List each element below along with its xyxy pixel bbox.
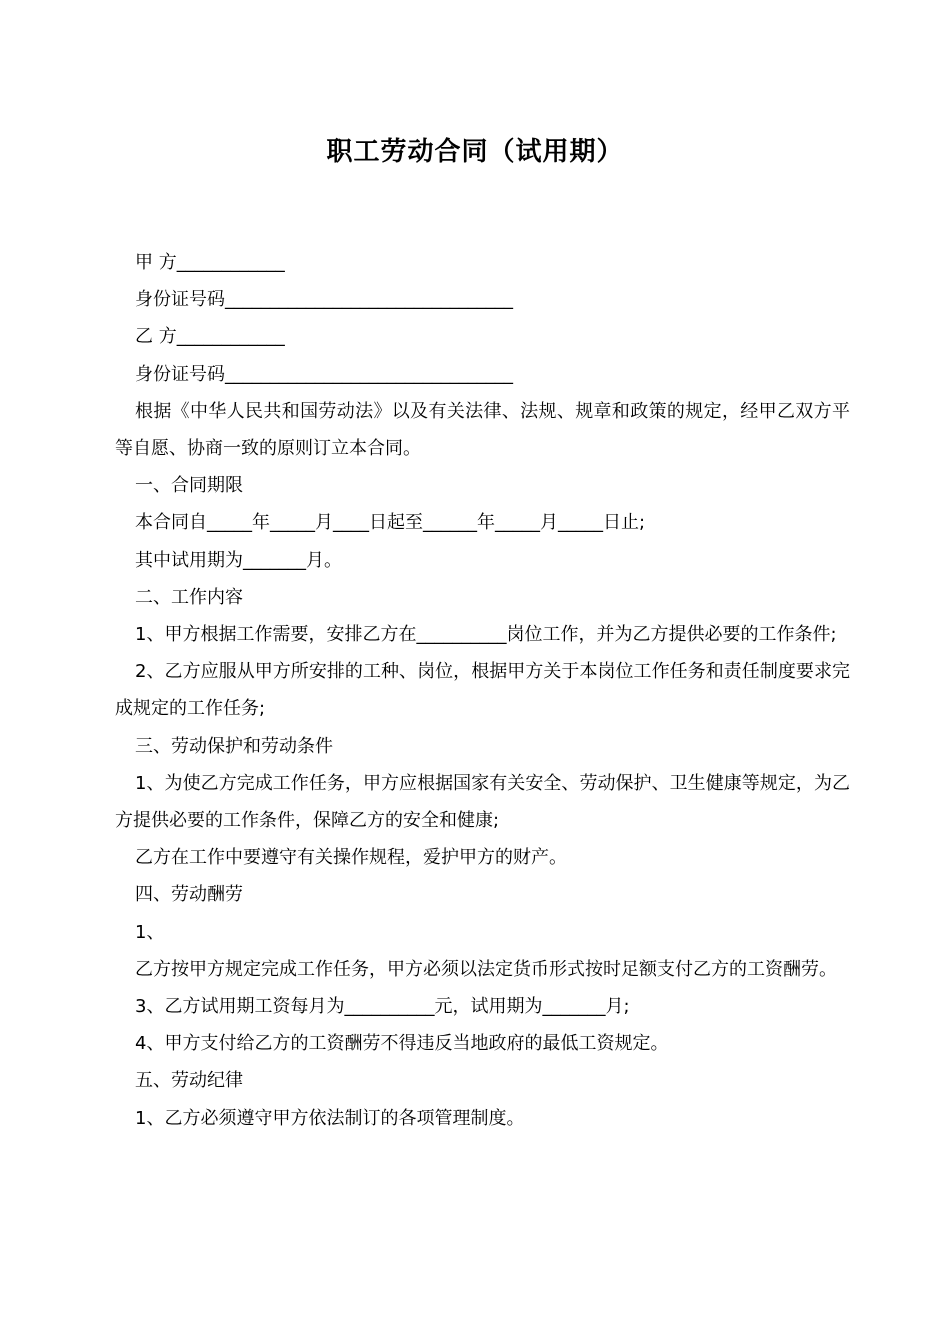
work-content-item-1: 1、甲方根据工作需要，安排乙方在__________岗位工作，并为乙方提供必要的工作条件; (135, 624, 837, 646)
section-5-heading: 五、劳动纪律 (135, 1070, 243, 1092)
probation-period-line: 其中试用期为_______月。 (135, 549, 342, 571)
protection-item-1: 1、为使乙方完成工作任务，甲方应根据国家有关安全、劳动保护、卫生健康等规定，为乙方提供必要的工作条件，保障乙方的安全和健康; (115, 772, 850, 832)
party-b-id-line: 身份证号码________________________________ (135, 363, 513, 385)
section-1-heading: 一、合同期限 (135, 475, 243, 497)
discipline-item-1: 1、乙方必须遵守甲方依法制订的各项管理制度。 (135, 1107, 525, 1129)
work-content-item-2: 2、乙方应服从甲方所安排的工种、岗位，根据甲方关于本岗位工作任务和责任制度要求完成规定的工作任务; (115, 661, 850, 720)
section-3-heading: 三、劳动保护和劳动条件 (135, 735, 333, 757)
section-2-heading: 二、工作内容 (135, 586, 243, 608)
pay-item-3: 3、乙方试用期工资每月为__________元，试用期为_______月; (135, 996, 630, 1018)
document-body (115, 244, 850, 1137)
preamble-paragraph: 根据《中华人民共和国劳动法》以及有关法律、法规、规章和政策的规定，经甲乙双方平等自愿、协商一致的原则订立本合同。 (115, 400, 850, 460)
party-b-line: 乙 方____________ (135, 326, 285, 348)
section-4-heading: 四、劳动酬劳 (135, 884, 243, 906)
party-a-id-line: 身份证号码________________________________ (135, 289, 513, 311)
protection-item-2: 乙方在工作中要遵守有关操作规程，爱护甲方的财产。 (135, 847, 567, 869)
pay-item-1-number: 1、 (135, 921, 165, 943)
pay-item-4: 4、甲方支付给乙方的工资酬劳不得违反当地政府的最低工资规定。 (135, 1033, 669, 1055)
contract-period-line: 本合同自_____年_____月____日起至______年_____月_____日止; (135, 512, 646, 534)
party-a-line: 甲 方____________ (135, 252, 285, 273)
document-title: 职工劳动合同（试用期） (326, 137, 624, 167)
pay-item-2: 乙方按甲方规定完成工作任务，甲方必须以法定货币形式按时足额支付乙方的工资酬劳。 (135, 958, 837, 980)
